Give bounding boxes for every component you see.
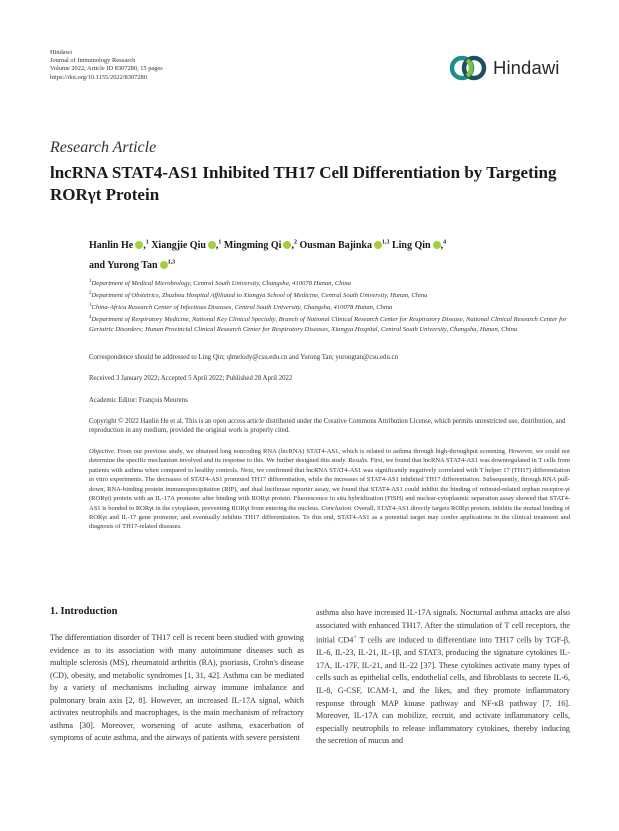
academic-editor: Academic Editor: François Meurens [89,397,188,404]
author-name: Mingming Qi [223,240,282,252]
author [299,240,392,251]
abstract-results: First, we found that lncRNA STAT4-AS1 was downregulated in T cells from patients with asthma when compared to healthy controls. Next, we confirmed that lncRNA STAT4-AS1 was significantly negatively correlated with T helper 17 (TH17) differentiation in vitro experiments. The decreases of STAT4-AS1 promoted TH17 differentiation, while the increases of STAT4-AS1 inhibited TH17 differentiation. Subsequently, through RNA pull-down, RNA-binding protein immunoprecipitation (RIP), and dual luciferase reporter assay, we found that STAT4-AS1 could inhibit the binding of retinoid-related orphan receptor-γt (RORγt) protein with an IL-17A promoter after binding with RORγt protein. Fluorescence in situ hybridization (FISH) and nuclear-cytoplasmic separation assay showed that STAT4-AS1 is bonded to RORγt in the cytoplasm, preventing RORγt from entering the nucleus. [89,457,570,512]
author-affiliation-number: 1 [145,240,149,246]
paper-title: lncRNA STAT4-AS1 Inhibited TH17 Cell Differentiation by Targeting RORγt Protein [50,163,557,204]
affiliation-number: 1 [89,279,92,284]
author-name: Ling Qin [391,240,431,252]
affiliation [89,277,569,289]
intro-column-left: The differentiation disorder of TH17 cell is recent been studied with growing evidence as to its association with many autoimmune diseases such as multiple sclerosis (MS), rheumatoid arthritis (RA), psoriasis, Crohn's disease (CD), obesity, and metabolic syndromes [1, 31, 42]. Asthma can be mediated by a variety of mechanisms including airway immune imbalance and pulmonary brain axis [2, 8]. However, an increased IL-17A signal, which activates neutrophils and macrophages, is the main mechanism of refractory asthma [30]. Moreover, worsening of acute asthma, exacerbation of symptoms of acute asthma, and the airways of patients with severe persistent [50,633,304,743]
copyright-notice: Copyright © 2022 Hanlin He et al. This is an open access article distributed under the Creative Commons Attribution License, which permits unrestricted use, distribution, and reproduction in any medium, provided the original work is properly cited. [89,418,566,435]
author-name: Ousman Bajinka [299,240,372,252]
affiliation-number: 4 [89,315,92,321]
affiliation-list [89,277,569,335]
correspondence: Correspondence should be addressed to Ling Qin; qlmelody@csu.edu.cn and Yurong Tan; yurongtan@csu.edu.cn [89,354,398,361]
affiliation [89,301,569,313]
author-name: Yurong Tan [107,259,158,271]
orcid-icon[interactable] [160,261,168,269]
author: Mingming Qi ,$^2$ [223,240,297,252]
intro-column-right: asthma also have increased IL-17A signals. Nocturnal asthma attacks are also associated with enhanced TH17. After the stimulation of T cell receptors, the initial CD4+ T cells are induced to differentiate into TH17 cells by TGF-β, IL-6, IL-23, IL-21, IL-1β, and STAT3, producing the signature cytokines IL-17A, IL-17F, IL-21, and IL-22 [37]. These cytokines activate many types of cells such as epithelial cells, endothelial cells, and fibroblasts to secrete IL-6, IL-8, G-CSF, ICAM-1, and the likes, and they promote inflammatory response through MAP kinase pathway and NF-κB pathway [7, 16]. Moreover, IL-17A can mobilize, recruit, and activate inflammatory cells, especially neutrophils to release inflammatory cytokines, thereby inducing the secretion of mucus and [316,608,570,746]
journal-meta [50,49,163,82]
affiliation-text: Department of Obstetrics, Zhuzhou Hospital Affiliated to Xiangya School of Medicine, Central South University, Hunan, China [91,292,428,300]
author: Hanlin He ,$^1$ [89,240,149,252]
author-affiliation-number: 1,3 [167,259,176,266]
author-list [89,235,559,274]
hindawi-logo-icon [449,53,489,83]
abstract [89,447,570,532]
orcid-icon[interactable] [433,241,441,249]
affiliation [89,289,569,301]
author: Ling Qin ,$^4$ [391,240,447,252]
affiliation-text: China-Africa Research Center of Infectious Diseases, Central South University, Changsha, 410078 Hunan, China [91,304,393,312]
journal-name: Journal of Immunology Research [50,57,136,65]
author: Xiangjie Qiu ,$^1$ [151,240,222,252]
article-type: Research Article [50,139,157,156]
affiliation-number: 2 [89,291,92,297]
hindawi-logo [449,52,560,84]
author-affiliation-number: 1,3 [381,240,390,246]
abstract-objective-label: Objective. [89,448,116,455]
abstract-objective: From our previous study, we obtained long noncoding RNA (lncRNA) STAT4-AS1, which is related to asthma through high-throughput screening. However, we could not determine the specific mechanism involved and its response to this. We further designed this study. [89,448,570,465]
affiliation-number: 3 [89,303,92,309]
author-name: Hanlin He [89,240,134,252]
author-affiliation-number: 1 [218,240,222,246]
logo-wordmark: Hindawi [493,57,560,78]
author-affiliation-number: 4 [443,240,447,246]
abstract-conclusion-label: Conclusion. [321,504,353,512]
doi-link[interactable]: https://doi.org/10.1155/2022/8307280 [50,73,147,81]
affiliation-text: Department of Respiratory Medicine, National Key Clinical Specialty, Branch of National Clinical Research Center for Respiratory Disease, National Clinical Research Center for Geriatric Disorders; Hunan Provincial Clinical Research Center for Respiratory Diseases, Xiangya Hospital, Central South University, Changsha, Hunan, China [89,316,567,334]
affiliation [89,313,569,335]
abstract-conclusion: Overall, STAT4-AS1 directly targets RORγt protein, inhibits the mutual binding of RORγt and IL-17 gene promoter, and eventually inhibits TH17 differentiation. To this end, STAT4-AS1 as a potential target may confer applications in the clinical treatment and diagnosis of TH17-related diseases. [89,504,570,531]
section-heading-introduction: 1. Introduction [50,606,118,617]
orcid-icon[interactable] [208,241,216,249]
author: and Yurong Tan $^{1,3}$ [89,259,176,271]
affiliation-text: Department of Medical Microbiology, Central South University, Changsha, 410078 Hunan, China [91,280,351,288]
author-name: Xiangjie Qiu [151,240,206,252]
publisher-name: Hindawi [50,49,73,56]
author-affiliation-number: 2 [293,240,297,246]
orcid-icon[interactable] [283,241,291,249]
orcid-icon[interactable] [374,241,382,249]
volume-info: Volume 2022, Article ID 8307280, 15 pages [50,65,163,73]
publication-dates: Received 3 January 2022; Accepted 5 April 2022; Published 28 April 2022 [89,375,293,382]
orcid-icon[interactable] [135,241,143,249]
abstract-results-label: Results. [348,457,369,465]
